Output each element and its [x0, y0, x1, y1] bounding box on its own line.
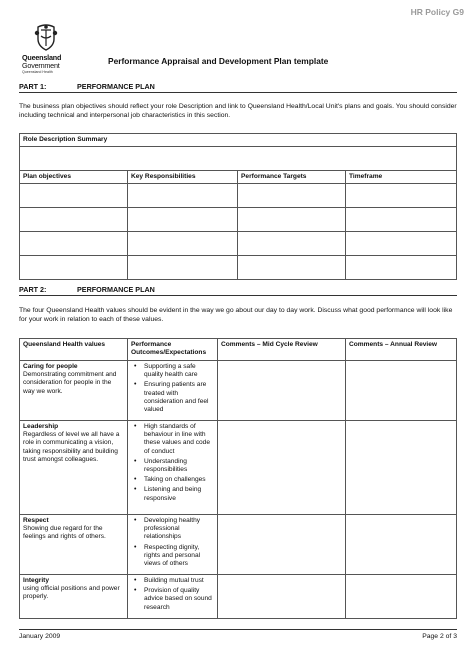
part2-rule	[19, 295, 457, 296]
table-cell[interactable]	[238, 232, 346, 256]
col-key-responsibilities: Key Responsibilities	[128, 171, 238, 184]
value-row-leadership	[20, 421, 457, 515]
table-cell[interactable]	[238, 184, 346, 208]
part2-number: PART 2:	[19, 285, 47, 294]
outcome-item: • Taking on challenges	[131, 476, 214, 484]
col-performance-outcomes: Performance Outcomes/Expectations	[128, 339, 218, 361]
value-row-integrity	[20, 575, 457, 619]
value-row-respect	[20, 515, 457, 575]
col-performance-targets: Performance Targets	[238, 171, 346, 184]
table-cell[interactable]	[346, 232, 457, 256]
role-summary-cell[interactable]	[20, 147, 457, 171]
outcome-item: • Understanding responsibilities	[131, 458, 214, 474]
outcomes-list	[131, 517, 214, 568]
col-annual-review: Comments – Annual Review	[346, 339, 457, 361]
annual-comment-cell[interactable]	[346, 361, 457, 421]
part1-intro: The business plan objectives should reflect your role Description and link to Queensland Health/Local Unit's plans and goals. You should consider including technical and interpersonal job characteristics in this section.	[19, 103, 457, 120]
table-cell[interactable]	[128, 256, 238, 280]
part1-number: PART 1:	[19, 82, 47, 91]
annual-comment-cell[interactable]	[346, 421, 457, 515]
mid-cycle-comment-cell[interactable]	[218, 515, 346, 575]
footer-date: January 2009	[19, 633, 61, 640]
part1-rule	[19, 92, 457, 93]
outcomes-list	[131, 363, 214, 414]
logo-name: Queensland	[22, 53, 62, 62]
outcome-item: • Provision of quality advice based on sound research	[131, 587, 214, 612]
table-row	[20, 232, 457, 256]
footer-page-number: Page 2 of 3	[422, 633, 457, 640]
part2-intro: The four Queensland Health values should be evident in the way we go about our day to day work. Discuss what good performance will look like for your work in relation to each of these values.	[19, 307, 453, 324]
document-title: Performance Appraisal and Development Plan template	[108, 56, 329, 66]
mid-cycle-comment-cell[interactable]	[218, 421, 346, 515]
values-table	[19, 338, 457, 619]
value-name: Caring for people	[23, 363, 78, 370]
col-plan-objectives: Plan objectives	[20, 171, 128, 184]
queensland-government-logo	[18, 24, 78, 82]
outcome-item: • Respecting dignity, rights and personal views of others	[131, 544, 214, 569]
table-row	[20, 184, 457, 208]
col-health-values: Queensland Health values	[20, 339, 128, 361]
logo-sub: Government	[22, 61, 60, 70]
table-cell[interactable]	[238, 208, 346, 232]
value-description: Demonstrating commitment and consideration for people in the way we work.	[23, 371, 117, 395]
footer-rule	[19, 629, 457, 630]
outcome-item: • Building mutual trust	[131, 577, 214, 585]
table-cell[interactable]	[20, 184, 128, 208]
part2-title: PERFORMANCE PLAN	[77, 285, 155, 294]
annual-comment-cell[interactable]	[346, 575, 457, 619]
role-summary-header: Role Description Summary	[20, 134, 457, 147]
outcome-item: • Ensuring patients are treated with consideration and feel valued	[131, 381, 214, 414]
outcome-item: • Supporting a safe quality health care	[131, 363, 214, 379]
logo-tagline: Queensland Health	[22, 70, 53, 74]
part1-heading	[19, 82, 155, 91]
part1-title: PERFORMANCE PLAN	[77, 82, 155, 91]
mid-cycle-comment-cell[interactable]	[218, 361, 346, 421]
outcome-item: • Developing healthy professional relationships	[131, 517, 214, 542]
table-row	[20, 256, 457, 280]
value-description: Showing due regard for the feelings and rights of others.	[23, 525, 106, 541]
table-cell[interactable]	[128, 184, 238, 208]
outcome-item: • High standards of behaviour in line with these values and code of conduct	[131, 423, 214, 456]
value-name: Integrity	[23, 577, 50, 584]
table-cell[interactable]	[238, 256, 346, 280]
table-cell[interactable]	[20, 256, 128, 280]
outcomes-list	[131, 423, 214, 503]
table-cell[interactable]	[128, 208, 238, 232]
table-cell[interactable]	[128, 232, 238, 256]
table-cell[interactable]	[20, 232, 128, 256]
outcomes-list	[131, 577, 214, 612]
table-cell[interactable]	[346, 184, 457, 208]
table-cell[interactable]	[346, 208, 457, 232]
coat-of-arms-icon	[34, 24, 58, 51]
table-row	[20, 208, 457, 232]
value-row-caring	[20, 361, 457, 421]
part2-heading	[19, 285, 155, 294]
value-description: Regardless of level we all have a role in communicating a vision, taking responsibility and building trust amongst colleagues.	[23, 431, 120, 463]
value-name: Leadership	[23, 423, 59, 430]
value-description: using official positions and power properly.	[23, 585, 120, 601]
policy-label: HR Policy G9	[410, 7, 464, 17]
outcome-item: • Listening and being responsive	[131, 486, 214, 502]
col-timeframe: Timeframe	[346, 171, 457, 184]
value-name: Respect	[23, 517, 49, 524]
table-cell[interactable]	[346, 256, 457, 280]
table-cell[interactable]	[20, 208, 128, 232]
col-mid-cycle-review: Comments – Mid Cycle Review	[218, 339, 346, 361]
role-plan-table	[19, 133, 457, 280]
mid-cycle-comment-cell[interactable]	[218, 575, 346, 619]
annual-comment-cell[interactable]	[346, 515, 457, 575]
